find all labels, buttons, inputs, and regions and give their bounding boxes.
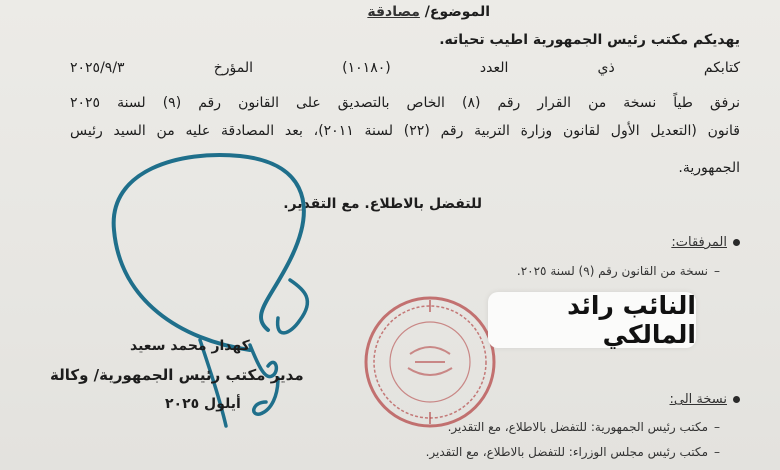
signature-date: أيلول ٢٠٢٥ (165, 396, 241, 412)
signatory-title: مدير مكتب رئيس الجمهورية/ وكالة (50, 366, 304, 384)
dash-icon: – (714, 264, 720, 278)
copy-item-text: مكتب رئيس مجلس الوزراء: للتفضل بالاطلاع، مع التقدير. (425, 445, 708, 459)
bullet-icon (733, 396, 740, 403)
reference-line: كتابكم ذي العدد (١٠١٨٠) المؤرخ ٢٠٢٥/٩/٣ (70, 60, 740, 76)
dash-icon: – (714, 445, 720, 459)
body-line-1: نرفق طياً نسخة من القرار رقم (٨) الخاص بالتصديق على القانون رقم (٩) لسنة ٢٠٢٥ (70, 95, 740, 111)
greeting: يهديكم مكتب رئيس الجمهورية اطيب تحياته. (439, 32, 740, 48)
handwritten-signature (100, 140, 340, 430)
subject-line (367, 4, 490, 20)
subject-value: مصادقة (367, 4, 420, 20)
official-seal-stamp (360, 292, 500, 432)
subject-label: الموضوع/ (424, 4, 490, 20)
name-overlay-label: النائب رائد المالكي (488, 292, 696, 348)
signatory-name: كهدار محمد سعيد (130, 338, 250, 354)
attachment-item (517, 264, 720, 278)
copies-heading-text: نسخة الى: (669, 392, 727, 407)
copy-item-text: مكتب رئيس الجمهورية: للتفضل بالاطلاع، مع التقدير. (447, 420, 708, 434)
attachment-item-text: نسخة من القانون رقم (٩) لسنة ٢٠٢٥. (516, 264, 708, 278)
closing-line: للتفضل بالاطلاع. مع التقدير. (283, 196, 482, 212)
bullet-icon (733, 239, 740, 246)
copies-heading (670, 392, 741, 407)
attachments-heading-text: المرفقات: (671, 235, 727, 250)
body-line-2: قانون (التعديل الأول لقانون وزارة التربية رقم (٢٢) لسنة ٢٠١١)، بعد المصادقة عليه من السيد رئيس (70, 123, 740, 139)
copy-item (426, 445, 720, 459)
body-line-3: الجمهورية. (678, 160, 740, 176)
dash-icon: – (714, 420, 720, 434)
attachments-heading (671, 235, 740, 250)
